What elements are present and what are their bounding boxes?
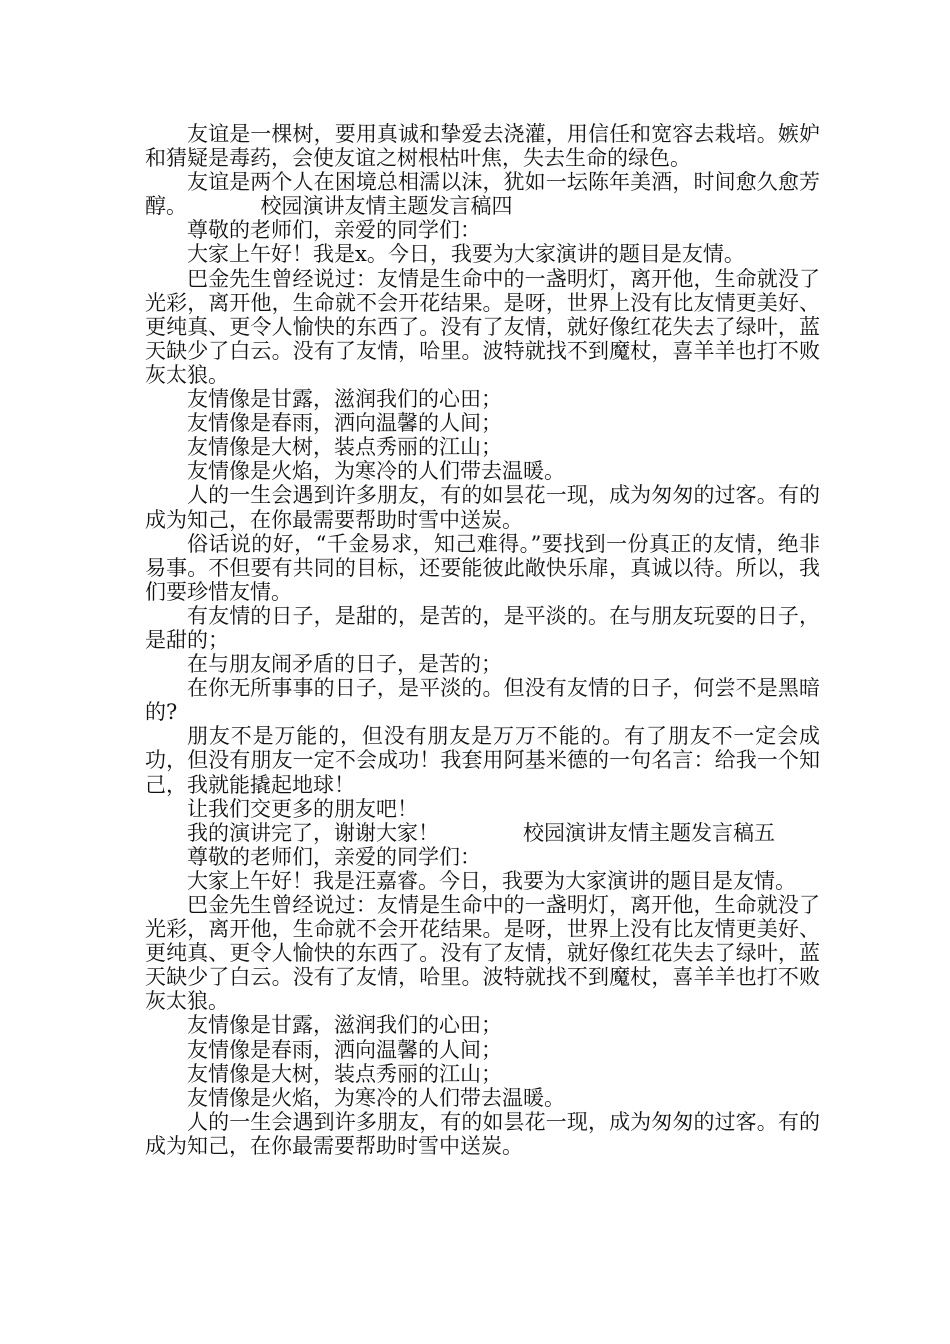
paragraph: 巴金先生曾经说过：友情是生命中的一盏明灯，离开他，生命就没了光彩，离开他，生命就不会开花结果。是呀，世界上没有比友情更美好、更纯真、更令人愉快的东西了。没有了友情，就好像红花失去了绿叶，蓝天缺少了白云。没有了友情，哈里。波特就找不到魔杖，喜羊羊也打不败灰太狼。 (145, 266, 820, 387)
paragraph: 在你无所事事的日子，是平淡的。但没有友情的日子，何尝不是黑暗的? (145, 676, 820, 725)
paragraph: 尊敬的老师们，亲爱的同学们： (187, 218, 481, 243)
paragraph: 友情像是火焰，为寒冷的人们带去温暖。 (187, 1085, 565, 1110)
paragraph: 友情像是甘露，滋润我们的心田； (187, 1013, 502, 1038)
paragraph: 有友情的日子，是甜的，是苦的，是平淡的。在与朋友玩耍的日子，是甜的； (145, 603, 820, 652)
paragraph: 在与朋友闹矛盾的日子，是苦的； (187, 652, 502, 677)
paragraph: 让我们交更多的朋友吧！ (187, 796, 418, 821)
paragraph: 人的一生会遇到许多朋友，有的如昙花一现，成为匆匆的过客。有的成为知己，在你最需要帮助时雪中送炭。 (145, 1109, 820, 1158)
paragraph: 友情像是春雨，洒向温馨的人间； (187, 411, 502, 436)
paragraph: 友情像是春雨，洒向温馨的人间； (187, 1037, 502, 1062)
paragraph: 友情像是大树，装点秀丽的江山； (187, 1061, 502, 1086)
paragraph: 友情像是甘露，滋润我们的心田； (187, 387, 502, 412)
paragraph: 友谊是一棵树，要用真诚和挚爱去浇灌，用信任和宽容去栽培。嫉妒和猜疑是毒药，会使友谊之树根枯叶焦，失去生命的绿色。 (145, 122, 820, 171)
paragraph: 大家上午好！我是汪嘉睿。今日，我要为大家演讲的题目是友情。 (187, 868, 796, 893)
paragraph: 友情像是大树，装点秀丽的江山； (187, 435, 502, 460)
paragraph: 大家上午好！我是x。今日，我要为大家演讲的题目是友情。 (187, 242, 745, 267)
paragraph: 我的演讲完了，谢谢大家！ 校园演讲友情主题发言稿五 (187, 820, 775, 845)
paragraph: 友谊是两个人在困境总相濡以沫，犹如一坛陈年美酒，时间愈久愈芳醇。 校园演讲友情主题发言稿四 (145, 170, 820, 219)
paragraph: 朋友不是万能的，但没有朋友是万万不能的。有了朋友不一定会成功，但没有朋友一定不会成功！我套用阿基米德的一句名言：给我一个知己，我就能撬起地球！ (145, 724, 820, 797)
paragraph: 巴金先生曾经说过：友情是生命中的一盏明灯，离开他，生命就没了光彩，离开他，生命就不会开花结果。是呀，世界上没有比友情更美好、更纯真、更令人愉快的东西了。没有了友情，就好像红花失去了绿叶，蓝天缺少了白云。没有了友情，哈里。波特就找不到魔杖，喜羊羊也打不败灰太狼。 (145, 893, 820, 1014)
paragraph: 友情像是火焰，为寒冷的人们带去温暖。 (187, 459, 565, 484)
paragraph: 俗话说的好，“千金易求，知己难得。”要找到一份真正的友情，绝非易事。不但要有共同的目标，还要能彼此敞快乐扉，真诚以待。所以，我们要珍惜友情。 (145, 531, 820, 604)
document-body (145, 122, 820, 1158)
paragraph: 尊敬的老师们，亲爱的同学们： (187, 844, 481, 869)
paragraph: 人的一生会遇到许多朋友，有的如昙花一现，成为匆匆的过客。有的成为知己，在你最需要帮助时雪中送炭。 (145, 483, 820, 532)
